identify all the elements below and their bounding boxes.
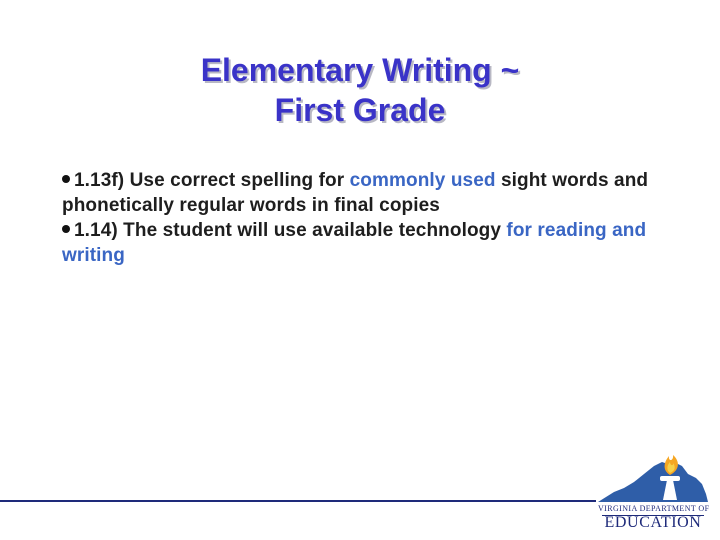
bullet-highlight: for reading and writing bbox=[62, 220, 647, 266]
footer-divider bbox=[0, 500, 596, 502]
logo-education-text: EDUCATION bbox=[604, 514, 702, 531]
bullet-dot-icon bbox=[62, 175, 70, 183]
virginia-torch-icon bbox=[596, 452, 710, 508]
bullet-item bbox=[62, 168, 662, 218]
title-line-2: First Grade bbox=[274, 92, 446, 128]
torch-cup bbox=[660, 476, 680, 481]
vdoe-logo bbox=[596, 452, 710, 532]
bullet-dot-icon bbox=[62, 225, 70, 233]
virginia-state-shape bbox=[598, 462, 708, 502]
bullet-text-rest: sight words and phonetically regular words in final copies bbox=[62, 170, 649, 216]
bullet-text: 1.14) The student will use available technology bbox=[74, 220, 507, 241]
bullet-item bbox=[62, 218, 662, 268]
slide-title bbox=[0, 50, 720, 130]
bullet-text: 1.13f) Use correct spelling for bbox=[74, 170, 350, 191]
bullet-highlight: commonly used bbox=[349, 170, 496, 191]
title-line-1: Elementary Writing ~ bbox=[200, 52, 520, 88]
logo-department-text: VIRGINIA DEPARTMENT OF bbox=[598, 504, 710, 513]
bullet-list bbox=[62, 168, 662, 268]
